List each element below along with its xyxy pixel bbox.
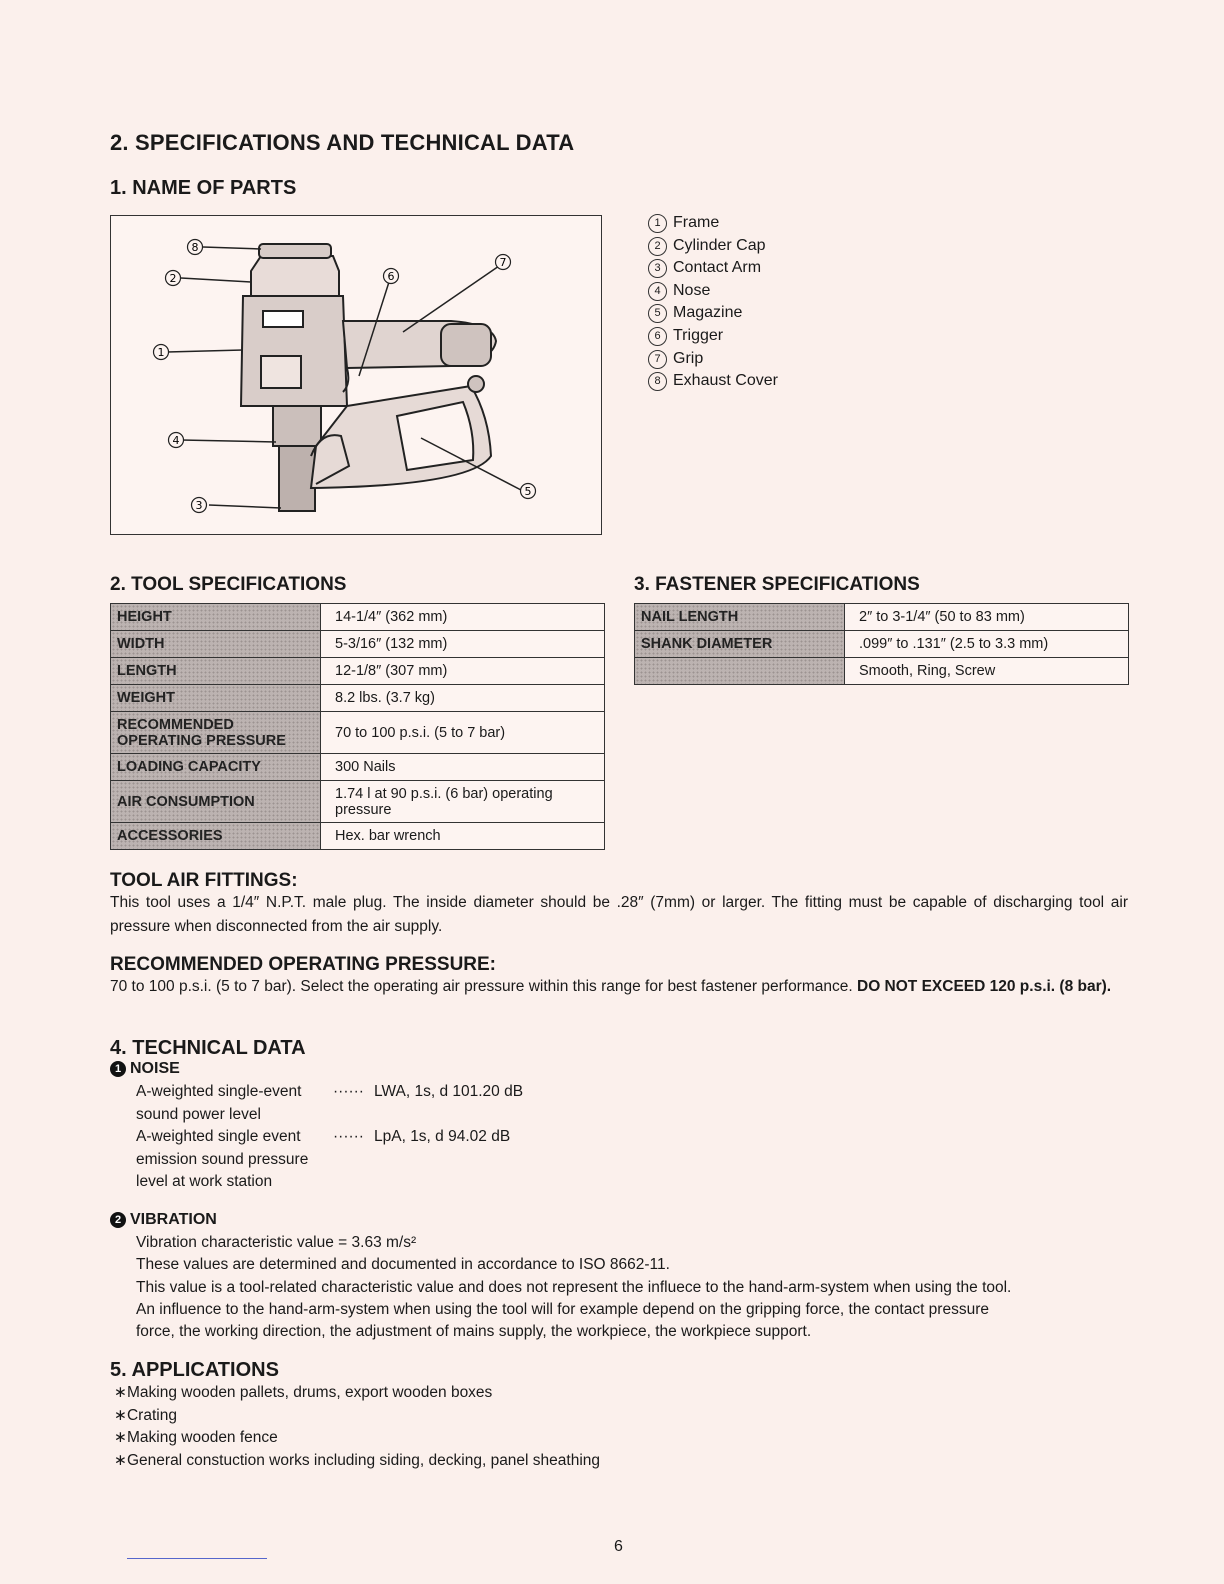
fastener-specs-heading: 3. FASTENER SPECIFICATIONS [634,574,920,595]
number-2-icon: 2 [110,1212,126,1228]
tool-specs-table [110,603,605,850]
parts-diagram [110,215,602,535]
name-of-parts-heading: 1. NAME OF PARTS [110,177,297,199]
part-item: 8 Exhaust Cover [648,370,778,393]
vibration-line2: These values are determined and documented in accordance to ISO 8662-11. [136,1256,670,1273]
svg-text:2: 2 [169,272,177,285]
table-row: SHANK DIAMETER .099″ to .131″ (2.5 to 3.3 mm) [635,631,1129,658]
fastener-specs-table [634,603,1129,685]
table-row: ACCESSORIES Hex. bar wrench [111,823,605,850]
vibration-heading: 2 VIBRATION [110,1211,217,1229]
table-row: AIR CONSUMPTION 1.74 l at 90 p.s.i. (6 bar) operating pressure [111,781,605,823]
part-item: 5 Magazine [648,302,778,325]
page-number: 6 [614,1538,623,1555]
table-row: Smooth, Ring, Screw [635,658,1129,685]
vibration-line5: force, the working direction, the adjustment of mains supply, the workpiece, the workpiece support. [136,1323,812,1340]
tool-specs-heading: 2. TOOL SPECIFICATIONS [110,574,347,595]
table-row: WIDTH 5-3/16″ (132 mm) [111,631,605,658]
noise-line1-label: A-weighted single-event [136,1083,302,1100]
noise-line2-value: LpA, 1s, d 94.02 dB [374,1128,511,1145]
footer-rule [127,1558,267,1559]
air-fittings-heading: TOOL AIR FITTINGS: [110,870,298,891]
coil-nailer-illustration [111,216,601,534]
table-row: RECOMMENDED OPERATING PRESSURE 70 to 100 p.s.i. (5 to 7 bar) [111,712,605,754]
svg-text:8: 8 [191,241,199,254]
svg-text:4: 4 [172,434,180,447]
list-item: ∗General constuction works including siding, decking, panel sheathing [114,1452,601,1469]
vibration-line4: An influence to the hand-arm-system when using the tool will for example depend on the gripping force, the contact pressure [136,1301,989,1318]
operating-pressure-text: 70 to 100 p.s.i. (5 to 7 bar). Select the operating air pressure within this range for best fastener performance. DO NOT EXCEED 120 p.s.i. (8 bar). [110,978,1112,995]
table-row: LENGTH 12-1/8″ (307 mm) [111,658,605,685]
table-row: LOADING CAPACITY 300 Nails [111,754,605,781]
noise-heading: 1 NOISE [110,1060,180,1078]
table-row: WEIGHT 8.2 lbs. (3.7 kg) [111,685,605,712]
operating-pressure-heading: RECOMMENDED OPERATING PRESSURE: [110,954,497,975]
noise-line2-cont1: emission sound pressure [136,1151,309,1168]
table-row: HEIGHT 14-1/4″ (362 mm) [111,604,605,631]
noise-line2-cont2: level at work station [136,1173,273,1190]
list-item: ∗Making wooden fence [114,1429,278,1446]
noise-line2-label: A-weighted single event [136,1128,301,1145]
svg-text:3: 3 [195,499,203,512]
vibration-line1: Vibration characteristic value = 3.63 m/s² [136,1234,417,1251]
page-title: 2. SPECIFICATIONS AND TECHNICAL DATA [110,130,575,155]
applications-heading: 5. APPLICATIONS [110,1359,279,1381]
list-item: ∗Making wooden pallets, drums, export wooden boxes [114,1384,493,1401]
part-item: 3 Contact Arm [648,257,778,280]
table-row: NAIL LENGTH 2″ to 3-1/4″ (50 to 83 mm) [635,604,1129,631]
noise-line1-value: LWA, 1s, d 101.20 dB [374,1083,524,1100]
part-item: 2 Cylinder Cap [648,235,778,258]
part-item: 7 Grip [648,348,778,371]
dotted-leader: ······ [333,1083,364,1100]
svg-text:1: 1 [157,346,165,359]
svg-text:7: 7 [499,256,507,269]
pressure-warning: DO NOT EXCEED 120 p.s.i. (8 bar). [857,978,1112,995]
svg-text:6: 6 [387,270,395,283]
parts-list [648,212,778,393]
part-item: 6 Trigger [648,325,778,348]
part-item: 4 Nose [648,280,778,303]
air-fittings-text: This tool uses a 1/4″ N.P.T. male plug. The inside diameter should be .28″ (7mm) or larger. The fitting must be capable of discharging tool air pressure when disconnected from the air supply. [110,894,1128,935]
vibration-line3: This value is a tool-related characteristic value and does not represent the influece to the hand-arm-system when using the tool. [136,1279,1012,1296]
technical-data-heading: 4. TECHNICAL DATA [110,1037,306,1059]
list-item: ∗Crating [114,1407,177,1424]
svg-text:5: 5 [524,485,532,498]
part-item: 1 Frame [648,212,778,235]
dotted-leader: ······ [333,1128,364,1145]
number-1-icon: 1 [110,1061,126,1077]
noise-line1-cont: sound power level [136,1106,261,1123]
